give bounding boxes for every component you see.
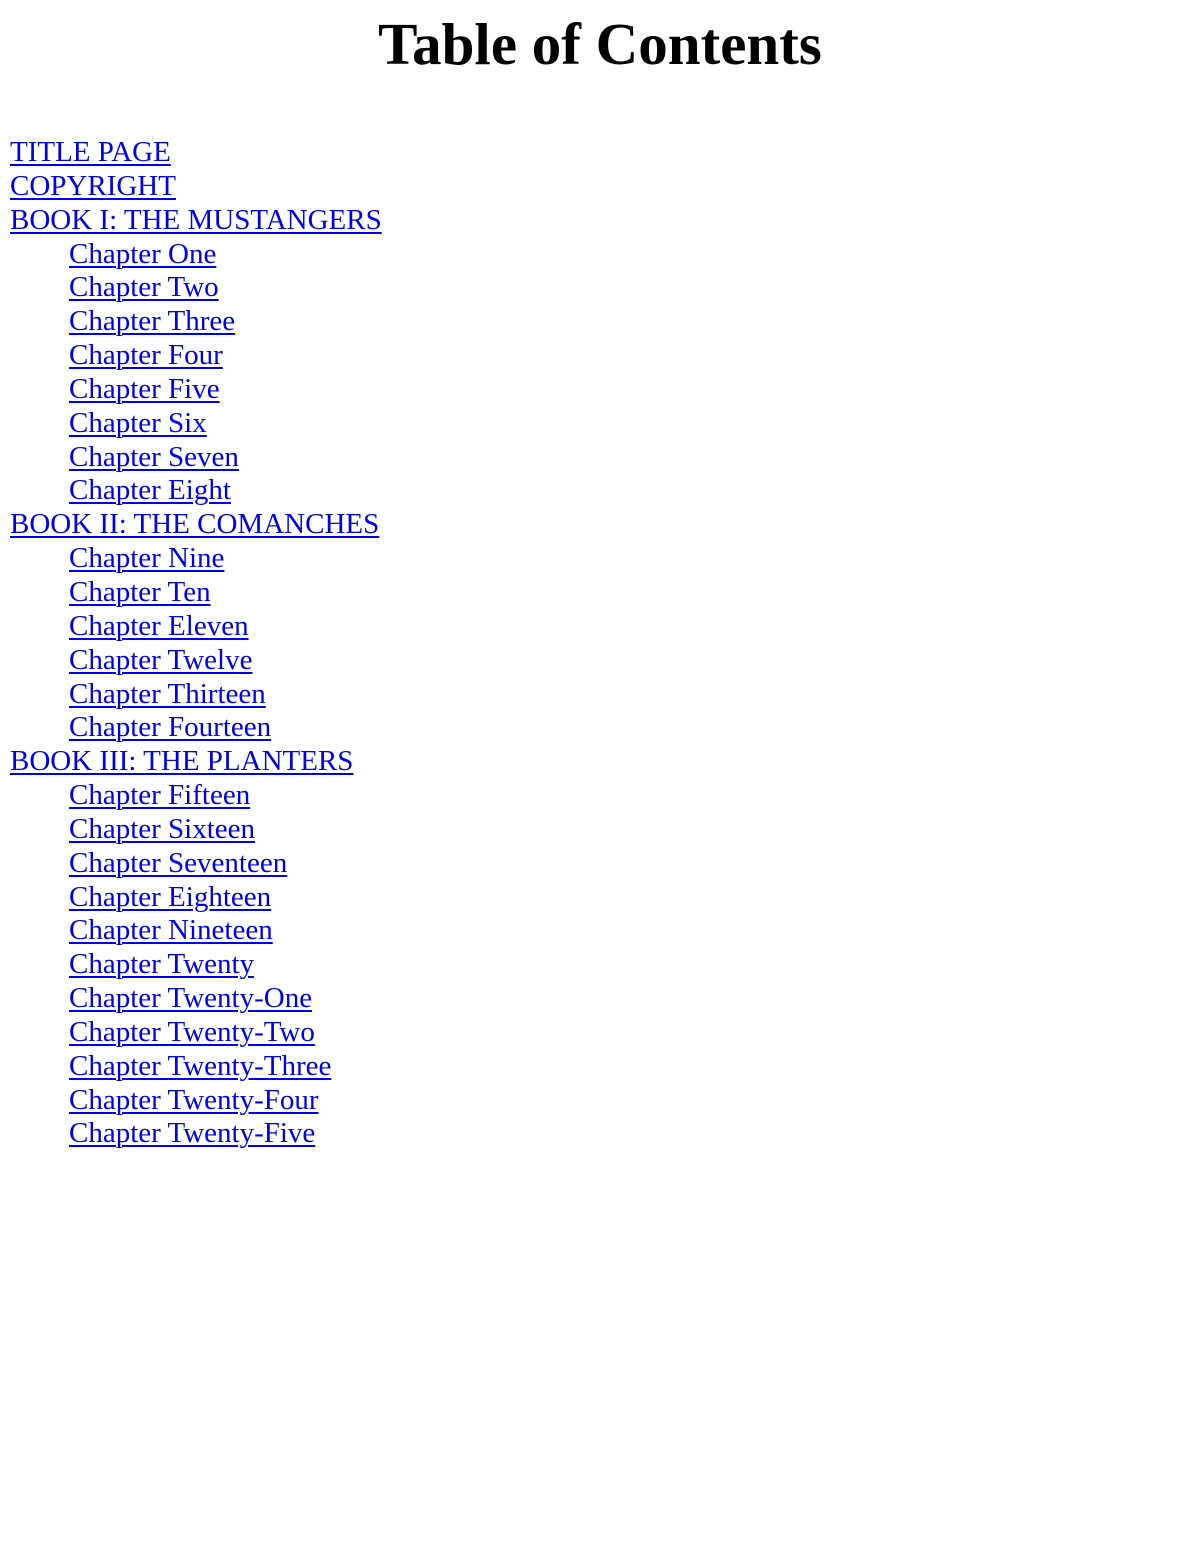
toc-chapter-item <box>10 1050 382 1084</box>
toc-chapter-link[interactable]: Chapter Five <box>69 372 220 405</box>
toc-chapter-item <box>10 711 382 745</box>
toc-chapter-item <box>10 1117 382 1151</box>
toc-chapter-link[interactable]: Chapter Twenty-Two <box>69 1015 315 1048</box>
toc-chapter-link[interactable]: Chapter Nineteen <box>69 914 273 947</box>
page-title: Table of Contents <box>378 11 822 77</box>
toc-section-link[interactable]: COPYRIGHT <box>10 169 176 202</box>
toc-section-link[interactable]: BOOK III: THE PLANTERS <box>10 745 354 778</box>
toc-chapter-link[interactable]: Chapter Fifteen <box>69 779 251 812</box>
toc-chapter-item <box>10 678 382 712</box>
toc-chapter-link[interactable]: Chapter Two <box>69 271 219 304</box>
toc-chapter-item <box>10 610 382 644</box>
toc-chapter-link[interactable]: Chapter Six <box>69 406 207 439</box>
toc-chapter-link[interactable]: Chapter Seven <box>69 440 239 473</box>
toc-chapter-item <box>10 881 382 915</box>
toc-section-item <box>10 204 382 238</box>
toc-chapter-item <box>10 542 382 576</box>
toc-chapter-item <box>10 407 382 441</box>
toc-section-item <box>10 136 382 170</box>
toc-chapter-item <box>10 1016 382 1050</box>
toc-chapter-link[interactable]: Chapter Eleven <box>69 609 249 642</box>
toc-chapter-link[interactable]: Chapter One <box>69 237 217 270</box>
toc-chapter-item <box>10 339 382 373</box>
toc-chapter-item <box>10 474 382 508</box>
toc-chapter-item <box>10 779 382 813</box>
toc-chapter-link[interactable]: Chapter Three <box>69 305 236 338</box>
toc-chapter-item <box>10 238 382 272</box>
toc-chapter-link[interactable]: Chapter Twenty-Five <box>69 1117 316 1150</box>
toc-chapter-item <box>10 914 382 948</box>
toc-chapter-item <box>10 305 382 339</box>
toc-chapter-item <box>10 271 382 305</box>
toc-section-link[interactable]: BOOK I: THE MUSTANGERS <box>10 203 382 236</box>
toc-chapter-item <box>10 1084 382 1118</box>
toc-chapter-link[interactable]: Chapter Thirteen <box>69 677 266 710</box>
toc-chapter-link[interactable]: Chapter Twenty <box>69 948 255 981</box>
toc-chapter-link[interactable]: Chapter Twenty-Four <box>69 1083 319 1116</box>
toc-chapter-link[interactable]: Chapter Sixteen <box>69 812 256 845</box>
toc-chapter-link[interactable]: Chapter Four <box>69 339 223 372</box>
toc-section-link[interactable]: TITLE PAGE <box>10 136 171 168</box>
table-of-contents <box>10 136 382 1151</box>
toc-chapter-link[interactable]: Chapter Eighteen <box>69 880 272 913</box>
toc-chapter-link[interactable]: Chapter Twenty-One <box>69 982 313 1015</box>
toc-chapter-link[interactable]: Chapter Fourteen <box>69 711 272 744</box>
toc-chapter-item <box>10 576 382 610</box>
toc-section-link[interactable]: BOOK II: THE COMANCHES <box>10 508 380 541</box>
toc-chapter-link[interactable]: Chapter Twenty-Three <box>69 1049 332 1082</box>
toc-chapter-item <box>10 847 382 881</box>
toc-chapter-item <box>10 813 382 847</box>
toc-chapter-link[interactable]: Chapter Twelve <box>69 643 253 676</box>
toc-chapter-item <box>10 644 382 678</box>
toc-chapter-item <box>10 373 382 407</box>
toc-section-item <box>10 508 382 542</box>
toc-chapter-item <box>10 441 382 475</box>
toc-chapter-link[interactable]: Chapter Ten <box>69 575 211 608</box>
toc-section-item <box>10 745 382 779</box>
toc-section-item <box>10 170 382 204</box>
toc-chapter-item <box>10 948 382 982</box>
toc-chapter-link[interactable]: Chapter Eight <box>69 474 231 507</box>
toc-chapter-link[interactable]: Chapter Seventeen <box>69 846 288 879</box>
toc-chapter-link[interactable]: Chapter Nine <box>69 542 225 575</box>
toc-chapter-item <box>10 982 382 1016</box>
